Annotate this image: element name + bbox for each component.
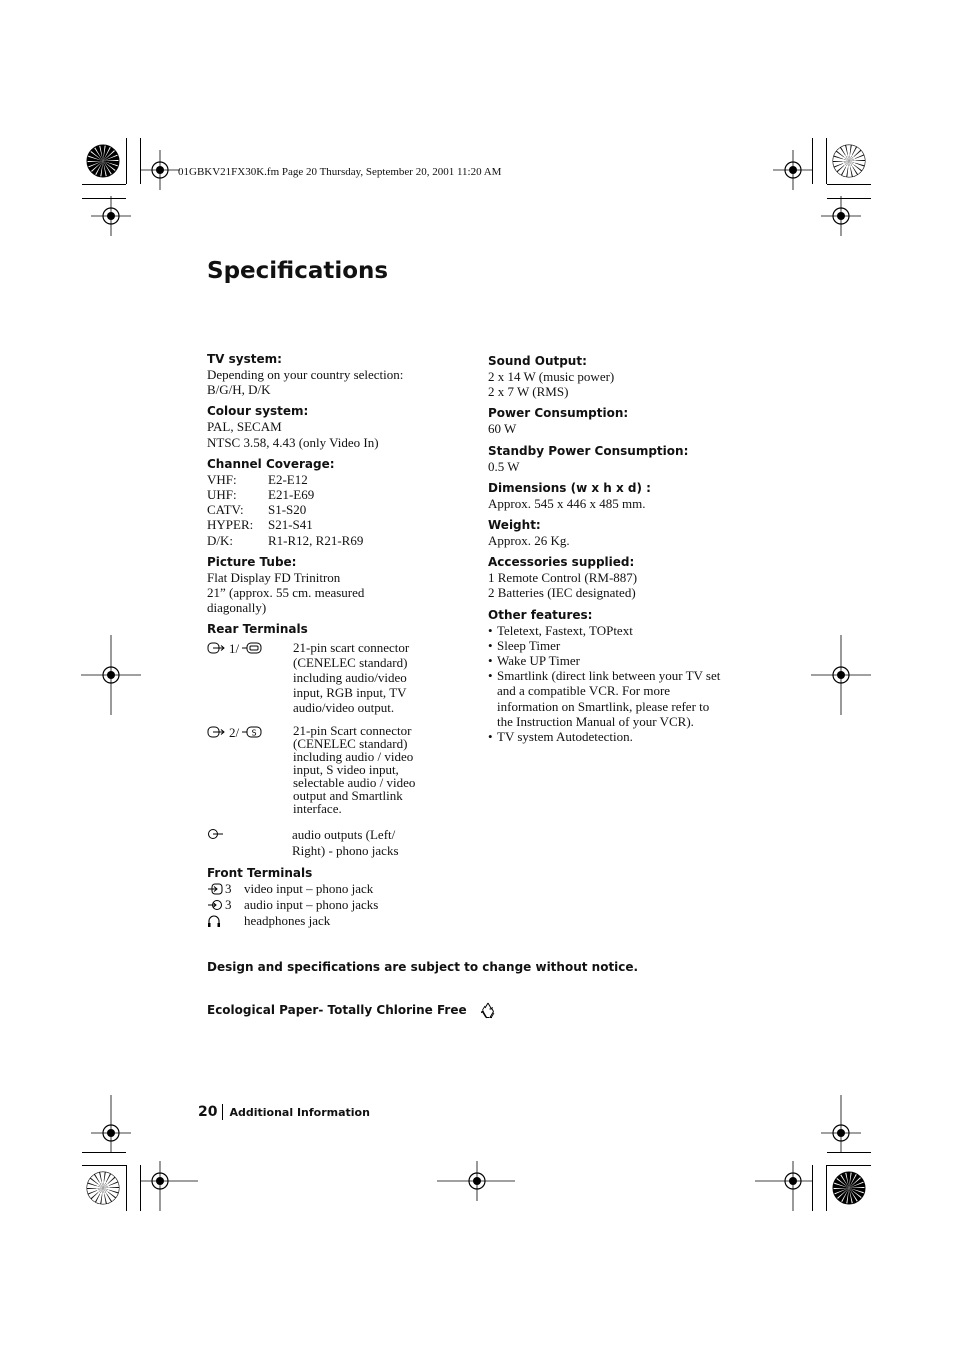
channel-range: R1-R12, R21-R69 [268,532,364,548]
channel-range: S21-S41 [268,517,313,533]
feature-item [488,729,753,744]
spec-line: Depending on your country selection: [207,367,404,382]
registration-mark-icon [773,1161,813,1201]
channel-row [207,487,467,502]
channel-band: HYPER: [207,517,254,533]
feature-line: and a compatible VCR. For more [497,683,671,699]
channel-row [207,472,467,487]
headphones-icon [207,914,221,928]
section-heading: Power Consumption: [488,406,629,421]
terminal-label: 1/ [229,640,240,656]
registration-mark-icon [821,1113,861,1153]
section-heading: Other features: [488,607,593,622]
terminal-number: 3 [225,881,232,897]
terminal-desc-line: (CENELEC standard) [293,655,408,671]
front-terminal-video [207,881,467,897]
section-heading: Colour system: [207,404,309,419]
power-consumption-section [488,406,753,436]
feature-line: Sleep Timer [497,637,561,653]
channel-band: CATV: [207,502,244,518]
terminal-desc-line: 21-pin scart connector [293,640,410,656]
tv-system-section [207,352,467,397]
rear-terminal-1 [207,640,467,715]
crop-line [826,1165,827,1211]
other-features-section [488,608,753,745]
feature-line: Teletext, Fastext, TOPtext [497,622,633,638]
recycle-icon [479,1001,497,1019]
spec-line: Approx. 545 x 446 x 485 mm. [488,495,646,511]
terminal-desc-line: selectable audio / video [293,775,416,791]
accessories-section [488,555,753,600]
channel-range: S1-S20 [268,502,307,518]
bullet-glyph: • [488,729,493,745]
audio-output-icon [207,828,225,842]
front-terminal-audio [207,897,467,913]
footer-section-label: Additional Information [229,1105,370,1119]
page-footer [198,1104,370,1120]
change-notice: Design and specifications are subject to change without notice. [207,960,639,974]
standby-power-section [488,444,753,474]
terminal-desc-line: Right) - phono jacks [292,843,399,859]
section-heading: Weight: [488,518,541,533]
feature-line: the Instruction Manual of your VCR). [497,713,694,729]
registration-mark-icon [457,1161,497,1201]
terminal-desc-line: input, S video input, [293,762,399,778]
spec-line: 1 Remote Control (RM-887) [488,570,638,586]
terminal-desc-line: (CENELEC standard) [293,736,408,752]
spec-line: Flat Display FD Trinitron [207,569,341,585]
feature-item [488,653,753,668]
spec-line: 21” (approx. 55 cm. measured [207,585,365,601]
spec-line: PAL, SECAM [207,419,282,435]
bullet-glyph: • [488,653,493,669]
crop-line [827,184,871,185]
file-info-header: 01GBKV21FX30K.fm Page 20 Thursday, September 20, 2001 11:20 AM [178,166,502,178]
spec-line: NTSC 3.58, 4.43 (only Video In) [207,434,379,450]
spec-line: diagonally) [207,600,267,616]
channel-range: E2-E12 [268,471,308,487]
section-heading: Front Terminals [207,866,313,881]
channel-row [207,502,467,517]
registration-mark-icon [91,655,131,695]
page-number: 20 [198,1104,223,1120]
terminal-number: 3 [225,897,232,913]
section-heading: Picture Tube: [207,554,297,569]
eco-paper-note [207,1001,497,1019]
terminal-desc-line: including audio/video [293,670,407,686]
crop-line [126,138,127,184]
spec-line: Approx. 26 Kg. [488,533,570,549]
starburst-target-icon [832,1171,866,1205]
section-heading: Channel Coverage: [207,456,335,471]
eco-paper-text: Ecological Paper- Totally Chlorine Free [207,1003,467,1017]
svg-text:S: S [251,728,257,738]
terminal-desc-line: audio outputs (Left/ [292,827,396,843]
front-terminal-headphones [207,913,467,929]
starburst-target-icon [832,144,866,178]
spec-line: 60 W [488,421,517,437]
page-title: Specifications [207,258,389,284]
feature-item [488,623,753,638]
terminal-desc: headphones jack [244,913,331,929]
rear-terminal-audio-out [207,827,467,859]
feature-line: Smartlink (direct link between your TV set [497,668,721,684]
channel-range: E21-E69 [268,487,315,503]
feature-line: information on Smartlink, please refer to [497,698,710,714]
section-heading: Sound Output: [488,354,587,368]
audio-input-icon [207,899,223,911]
registration-mark-icon [773,150,813,190]
channel-row [207,533,467,548]
section-heading: Accessories supplied: [488,555,635,570]
bullet-glyph: • [488,622,493,638]
terminal-label: 2/ [229,724,240,740]
sound-output-section [488,354,753,399]
terminal-desc: audio input – phono jacks [244,897,379,913]
terminal-desc-line: output and Smartlink [293,788,403,804]
terminal-desc: video input – phono jack [244,881,374,897]
av-input-output-icon [207,641,227,655]
crop-line [82,1165,126,1166]
channel-band: D/K: [207,532,233,548]
crop-line [82,184,126,185]
section-heading: Rear Terminals [207,622,308,637]
dimensions-section [488,481,753,511]
channel-band: VHF: [207,471,237,487]
registration-mark-icon [140,150,180,190]
spec-line: 2 x 7 W (RMS) [488,384,569,400]
starburst-target-icon [86,1171,120,1205]
rear-terminal-2 [207,724,467,815]
crop-line [826,138,827,184]
section-heading: Dimensions (w x h x d) : [488,480,651,495]
section-heading: Standby Power Consumption: [488,443,689,458]
section-heading: TV system: [207,352,282,366]
bullet-glyph: • [488,668,493,684]
feature-line: TV system Autodetection. [497,729,633,745]
colour-system-section [207,404,467,449]
terminal-desc-line: 21-pin Scart connector [293,723,412,739]
feature-item [488,668,753,729]
av-input-output-icon [207,725,227,739]
rear-terminals-section [207,622,467,859]
tv-scart-icon [241,641,263,655]
weight-section [488,518,753,548]
crop-line [126,1165,127,1211]
s-video-icon [241,725,263,739]
registration-mark-icon [91,196,131,236]
terminal-desc-line: input, RGB input, TV [293,685,407,701]
registration-mark-icon [821,655,861,695]
spec-line: B/G/H, D/K [207,382,271,398]
spec-line: 0.5 W [488,458,520,474]
channel-band: UHF: [207,487,237,503]
registration-mark-icon [91,1113,131,1153]
crop-line [827,1165,871,1166]
video-input-icon [207,883,223,895]
bullet-glyph: • [488,637,493,653]
feature-line: Wake UP Timer [497,653,580,669]
front-terminals-section [207,866,467,929]
spec-line: 2 Batteries (IEC designated) [488,585,636,601]
channel-coverage-section [207,457,467,548]
registration-mark-icon [821,196,861,236]
channel-row [207,517,467,532]
terminal-desc-line: including audio / video [293,749,414,765]
feature-item [488,638,753,653]
spec-line: 2 x 14 W (music power) [488,369,615,384]
terminal-desc-line: interface. [293,801,342,817]
left-column [207,352,467,936]
starburst-target-icon [86,144,120,178]
right-column [488,354,753,751]
picture-tube-section [207,555,467,616]
terminal-desc-line: audio/video output. [293,700,395,716]
registration-mark-icon [140,1161,180,1201]
